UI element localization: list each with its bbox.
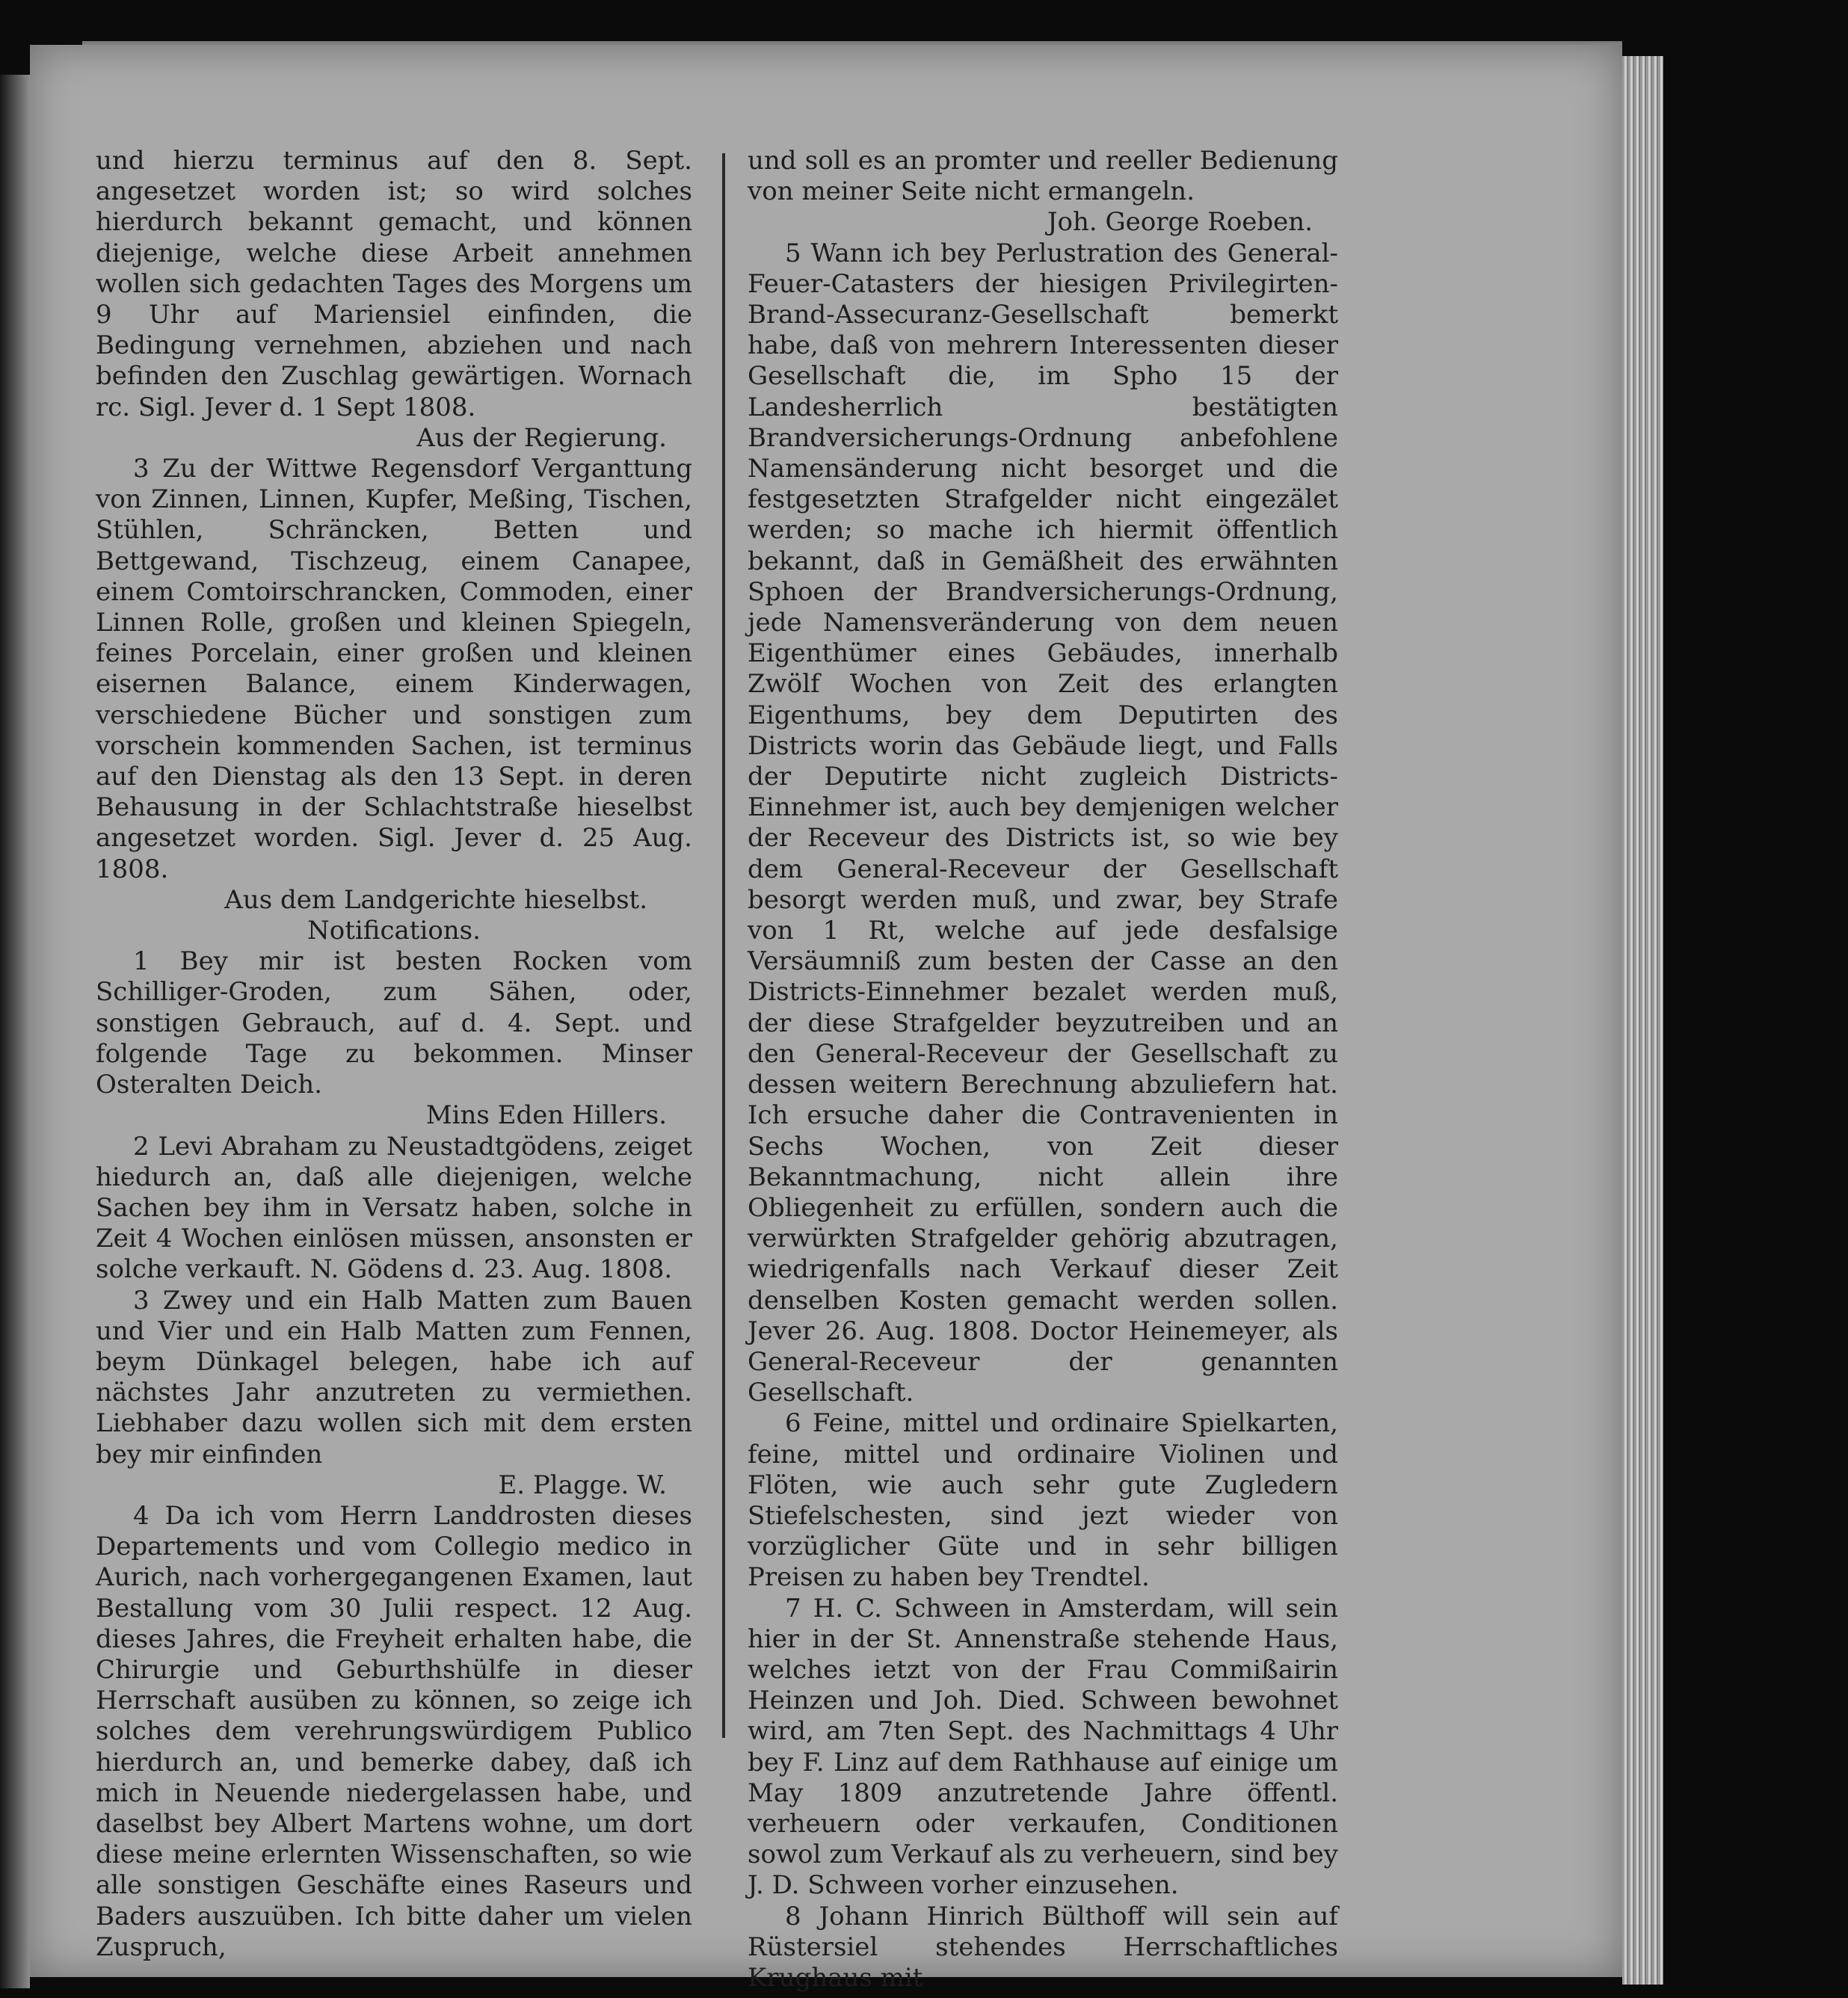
left-column [96,146,692,1963]
paragraph-continuation-right: und soll es an promter und reeller Bedienung von meiner Seite nicht ermangeln. [748,146,1338,207]
signature-regierung: Aus der Regierung. [416,422,667,453]
notification-2: 2 Levi Abraham zu Neustadtgödens, zeiget hiedurch an, daß alle diejenigen, welche Sachen bey ihm in Versatz haben, solche in Zeit 4 Wochen einlösen müssen, ansonsten er solche verkauft. N. Gödens d. 23. Aug. 1808. [96,1131,692,1285]
right-column [748,146,1338,1994]
signature-roeben: Joh. George Roeben. [1047,207,1313,238]
signature-plagge: E. Plagge. W. [498,1470,667,1500]
column-divider [722,153,725,1738]
notification-8: 8 Johann Hinrich Bülthoff will sein auf Rüstersiel stehendes Herrschaftliches Krughaus mit [748,1901,1338,1993]
page-stack-edge [1622,56,1663,1985]
notification-1: 1 Bey mir ist besten Rocken vom Schilliger-Groden, zum Sähen, oder, sonstigen Gebrauch, auf d. 4. Sept. und folgende Tage zu bekommen. Minser Osteralten Deich. [96,946,692,1100]
notice-3-auction: 3 Zu der Wittwe Regensdorf Verganttung von Zinnen, Linnen, Kupfer, Meßing, Tischen, Stühlen, Schräncken, Betten und Bettgewand, Tischzeug, einem Canapee, einem Comtoirschrancken, Commoden, einer Linnen Rolle, großen und kleinen Spiegeln, feines Porcelain, einer großen und kleinen eisernen Balance, einem Kinderwagen, verschiedene Bücher und sonstigen zum vorschein kommenden Sachen, ist terminus auf den Dienstag als den 13 Sept. in deren Behausung in der Schlachtstraße hieselbst angesetzet worden. Sigl. Jever d. 25 Aug. 1808. [96,454,692,884]
signature-landgericht: Aus dem Landgerichte hieselbst. [224,884,647,915]
signature-hillers: Mins Eden Hillers. [425,1100,667,1131]
section-heading-notifications: Notifications. [307,916,481,946]
notification-5: 5 Wann ich bey Perlustration des General-Feuer-Catasters der hiesigen Privilegirten-Brand-Assecuranz-Gesellschaft bemerkt habe, daß von mehrern Interessenten dieser Gesellschaft die, im Spho 15 der Landesherrlich bestätigten Brandversicherungs-Ordnung anbefohlene Namensänderung nicht besorget und die festgesetzten Strafgelder nicht eingezälet werden; so mache ich hiermit öffentlich bekannt, daß in Gemäßheit des erwähnten Sphoen der Brandversicherungs-Ordnung, jede Namensveränderung von dem neuen Eigenthümer eines Gebäudes, innerhalb Zwölf Wochen von Zeit des erlangten Eigenthums, bey dem Deputirten des Districts worin das Gebäude liegt, und Falls der Deputirte nicht zugleich Districts-Einnehmer ist, auch bey demjenigen welcher der Receveur des Districts ist, so wie bey dem General-Receveur der Gesellschaft besorgt werden muß, und zwar, bey Strafe von 1 Rt, welche auf jede desfalsige Versäumniß zum besten der Casse an den Districts-Einnehmer bezalet werden muß, der diese Strafgelder beyzutreiben und an den General-Receveur der Gesellschaft zu dessen weitern Berechnung abzuliefern hat. Ich ersuche daher die Contravenienten in Sechs Wochen, von Zeit dieser Bekanntmachung, nicht allein ihre Obliegenheit zu erfüllen, sondern auch die verwürkten Strafgelder gehörig abzutragen, wiedrigenfalls nach Verkauf dieser Zeit denselben Kosten gemacht werden sollen. Jever 26. Aug. 1808. Doctor Heinemeyer, als General-Receveur der genannten Gesellschaft. [748,238,1338,1408]
notification-6: 6 Feine, mittel und ordinaire Spielkarten, feine, mittel und ordinaire Violinen und Flöten, wie auch sehr gute Zugledern Stiefelschesten, sind jezt wieder von vorzüglicher Güte und in sehr billigen Preisen zu haben bey Trendtel. [748,1408,1338,1593]
notification-7: 7 H. C. Schween in Amsterdam, will sein hier in der St. Annenstraße stehende Haus, welches ietzt von der Frau Commißairin Heinzen und Joh. Died. Schween bewohnet wird, am 7ten Sept. des Nachmittags 4 Uhr bey F. Linz auf dem Rathhause auf einige um May 1809 anzutretende Jahre öffentl. verheuern oder verkaufen, Conditionen sowol zum Verkauf als zu verheuern, sind bey J. D. Schween vorher einzusehen. [748,1593,1338,1901]
book-spine-shadow [0,75,30,1988]
notification-3: 3 Zwey und ein Halb Matten zum Bauen und Vier und ein Halb Matten zum Fennen, beym Dünkagel belegen, habe ich auf nächstes Jahr anzutreten zu vermiethen. Liebhaber dazu wollen sich mit dem ersten bey mir einfinden [96,1285,692,1470]
notification-4: 4 Da ich vom Herrn Landdrosten dieses Departements und vom Collegio medico in Aurich, nach vorhergegangenen Examen, laut Bestallung vom 30 Julii respect. 12 Aug. dieses Jahres, die Freyheit erhalten habe, die Chirurgie und Geburthshülfe in dieser Herrschaft ausüben zu können, so zeige ich solches dem verehrungswürdigem Publico hierdurch an, und bemerke dabey, daß ich mich in Neuende niedergelassen habe, und daselbst bey Albert Martens wohne, um dort diese meine erlernten Wissenschaften, so wie alle sonstigen Geschäfte eines Raseurs und Baders auszuüben. Ich bitte daher um vielen Zuspruch, [96,1500,692,1962]
paragraph-continuation: und hierzu terminus auf den 8. Sept. angesetzet worden ist; so wird solches hierdurch bekannt gemacht, und können diejenige, welche diese Arbeit annehmen wollen sich gedachten Tages des Morgens um 9 Uhr auf Mariensiel einfinden, die Bedingung vernehmen, abziehen und nach befinden den Zuschlag gewärtigen. Wornach rc. Sigl. Jever d. 1 Sept 1808. [96,146,692,422]
